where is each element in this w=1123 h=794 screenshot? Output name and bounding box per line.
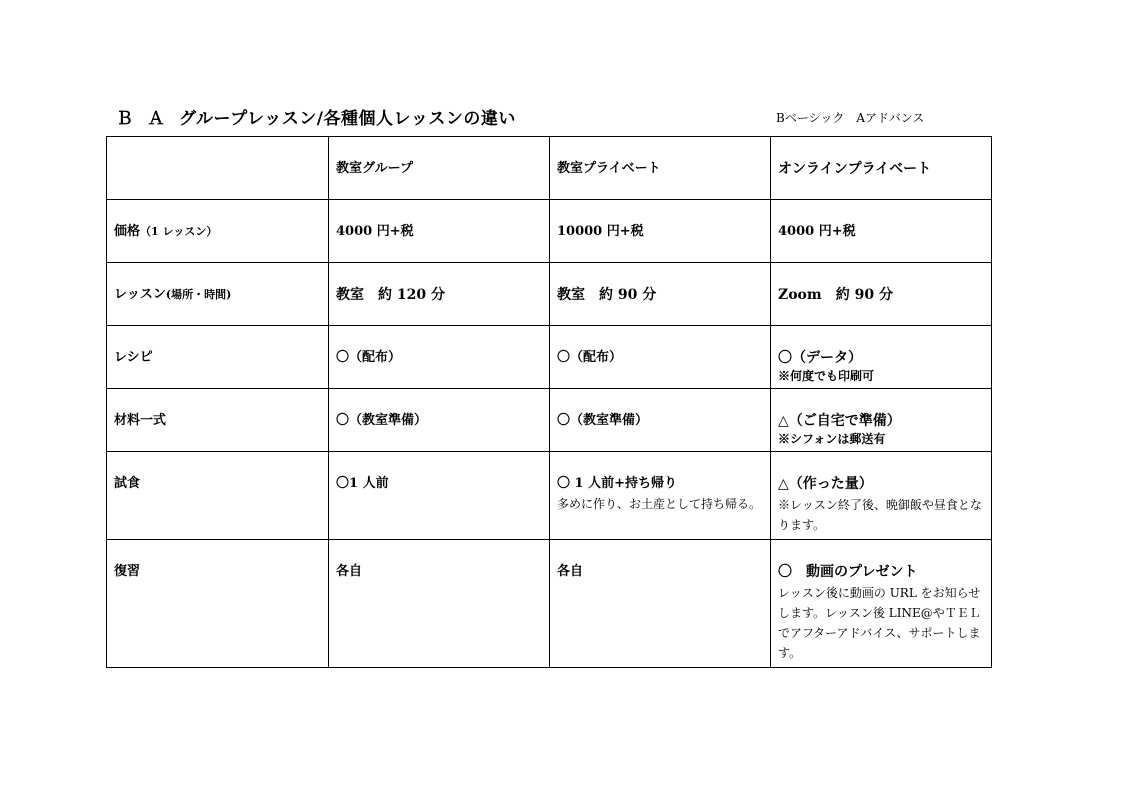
cell-materials-private: 〇（教室準備） [550, 389, 771, 452]
cell-materials-group: 〇（教室準備） [329, 389, 550, 452]
cell-price-group: 4000 円+税 [329, 200, 550, 263]
cell-price-online: 4000 円+税 [771, 200, 992, 263]
cell-tasting-group: 〇1 人前 [329, 452, 550, 540]
document-title [116, 104, 516, 129]
cell-price-private: 10000 円+税 [550, 200, 771, 263]
title-code-b: Ｂ [116, 109, 134, 129]
table-row-price [107, 200, 992, 263]
tasting-online-sub: ※レッスン終了後、晩御飯や昼食となります。 [778, 498, 982, 532]
review-online-sub: レッスン後に動画の URL をお知らせします。レッスン後 LINE@やＴＥＬでアフターアドバイス、サポートします。 [778, 586, 981, 660]
cell-recipe-group: 〇（配布） [329, 326, 550, 389]
table-row-recipe [107, 326, 992, 389]
cell-tasting-private: 〇 1 人前+持ち帰り 多めに作り、お土産として持ち帰る。 [550, 452, 771, 540]
lesson-comparison-table [106, 136, 992, 668]
cell-review-online: 〇 動画のプレゼント レッスン後に動画の URL をお知らせします。レッスン後 LINE@やＴＥＬでアフターアドバイス、サポートします。 [771, 540, 992, 668]
row-label-review: 復習 [107, 540, 329, 668]
recipe-online-note: ※何度でも印刷可 [778, 369, 875, 383]
row-label-recipe: レシピ [107, 326, 329, 389]
materials-online-note: ※シフォンは郵送有 [778, 432, 886, 446]
tasting-private-sub: 多めに作り、お土産として持ち帰る。 [557, 497, 762, 511]
cell-lesson-group: 教室 約 120 分 [329, 263, 550, 326]
cell-lesson-private: 教室 約 90 分 [550, 263, 771, 326]
table-header-row [107, 137, 992, 200]
cell-recipe-online: 〇（データ） ※何度でも印刷可 [771, 326, 992, 389]
row-label-lesson: レッスン(場所・時間) [107, 263, 329, 326]
row-label-materials: 材料一式 [107, 389, 329, 452]
row-label-tasting: 試食 [107, 452, 329, 540]
cell-lesson-online: Zoom 約 90 分 [771, 263, 992, 326]
title-text: グループレッスン/各種個人レッスンの違い [179, 109, 516, 129]
row-label-price: 価格（1 レッスン） [107, 200, 329, 263]
header-cell-classroom-private: 教室プライベート [550, 137, 771, 200]
cell-review-group: 各自 [329, 540, 550, 668]
cell-tasting-online: △（作った量） ※レッスン終了後、晩御飯や昼食となります。 [771, 452, 992, 540]
cell-review-private: 各自 [550, 540, 771, 668]
cell-materials-online: △（ご自宅で準備） ※シフォンは郵送有 [771, 389, 992, 452]
table-row-materials [107, 389, 992, 452]
table-row-review [107, 540, 992, 668]
title-code-a: Ａ [147, 109, 165, 129]
header-cell-classroom-group: 教室グループ [329, 137, 550, 200]
table-row-lesson [107, 263, 992, 326]
cell-recipe-private: 〇（配布） [550, 326, 771, 389]
header-cell-online-private: オンラインプライベート [771, 137, 992, 200]
table-row-tasting [107, 452, 992, 540]
header-cell-empty [107, 137, 329, 200]
level-legend: Bベーシック Aアドバンス [776, 111, 925, 125]
